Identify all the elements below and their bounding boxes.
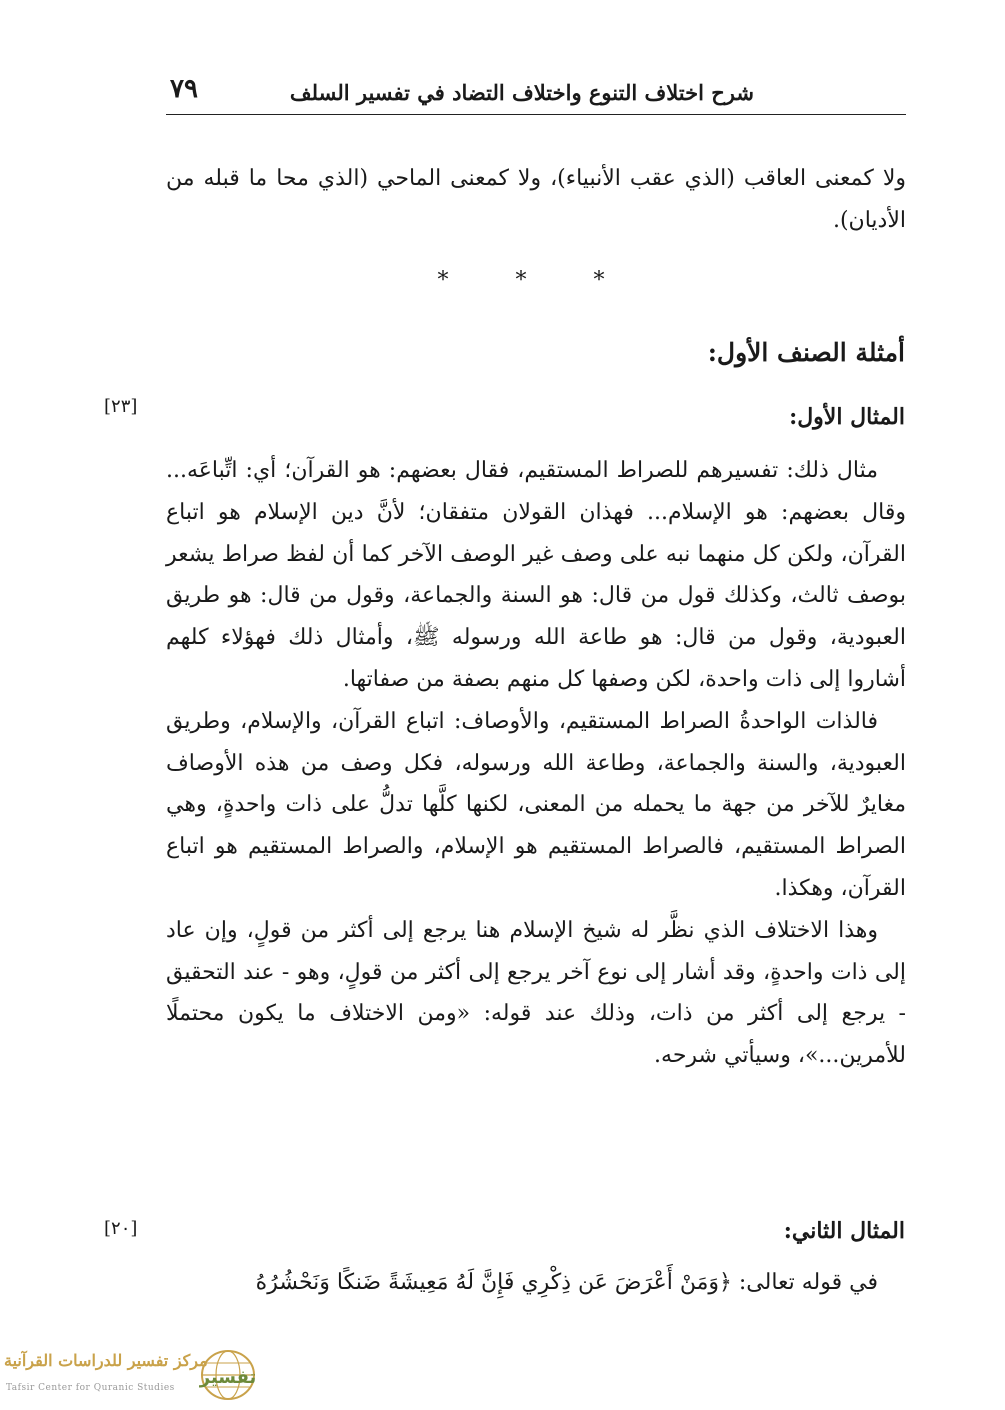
example-2-heading: المثال الثاني:: [783, 1218, 905, 1244]
example-1-paragraph-3: وهذا الاختلاف الذي نظَّر له شيخ الإسلام هنا يرجع إلى أكثر من قولٍ، وإن عاد إلى ذات واحدةٍ، وقد أشار إلى نوع آخر يرجع إلى أكثر من قولٍ، وهو - عند التحقيق - يرجع إلى أكثر من ذات، وذلك عند قوله: «ومن الاختلاف ما يكون محتملًا للأمرين...»، وسيأتي شرحه.: [166, 917, 906, 1069]
section-separator: * * *: [437, 268, 635, 293]
margin-reference-2: [٢٠]: [104, 1218, 138, 1239]
globe-emblem-icon: [196, 1347, 260, 1403]
header-rule: [166, 114, 906, 115]
page-header: [166, 74, 906, 114]
margin-reference-1: [٢٣]: [104, 396, 138, 417]
example-2-body: [166, 1262, 906, 1304]
logo-english-name: Tafsir Center for Quranic Studies: [6, 1383, 175, 1393]
example-1-paragraph-1: مثال ذلك: تفسيرهم للصراط المستقيم، فقال بعضهم: هو القرآن؛ أي: اتِّباعَه... وقال بعضهم: هو الإسلام... فهذان القولان متفقان؛ لأنَّ دين الإسلام هو اتباع القرآن، ولكن كل منهما نبه على وصف غير الوصف الآخر كما أن لفظ صراط يشعر بوصف ثالث، وكذلك قول من قال: هو السنة والجماعة، وقول من قال: هو طريق العبودية، وقول من قال: هو طاعة الله ورسوله ﷺ، وأمثال ذلك فهؤلاء كلهم أشاروا إلى ذات واحدة، لكن وصفها كل منهم بصفة من صفاتها.: [166, 458, 906, 692]
page-number: ٧٩: [170, 74, 198, 104]
intro-text: [166, 158, 906, 242]
intro-paragraph: ولا كمعنى العاقب (الذي عقب الأنبياء)، ولا كمعنى الماحي (الذي محا ما قبله من الأديان).: [166, 166, 906, 233]
tafsir-center-logo: [0, 1345, 265, 1405]
example-2-paragraph: في قوله تعالى: ﴿وَمَنْ أَعْرَضَ عَن ذِكْرِي فَإِنَّ لَهُ مَعِيشَةً ضَنكًا وَنَحْشُرُهُ: [255, 1270, 878, 1295]
section-heading: أمثلة الصنف الأول:: [707, 338, 905, 367]
logo-emblem-text: تفسير: [199, 1367, 257, 1388]
logo-arabic-name: مركز تفسير للدراسات القرآنية: [4, 1351, 208, 1370]
running-title: شرح اختلاف التنوع واختلاف التضاد في تفسير السلف: [289, 80, 754, 105]
example-1-body: [166, 450, 906, 1077]
example-1-paragraph-2: فالذات الواحدةُ الصراط المستقيم، والأوصاف: اتباع القرآن، والإسلام، وطريق العبودية، والسنة والجماعة، وطاعة الله ورسوله، فكل وصف من هذه الأوصاف مغايرٌ للآخر من جهة ما يحمله من المعنى، لكنها كلَّها تدلُّ على ذات واحدةٍ، وهي الصراط المستقيم، فالصراط المستقيم هو الإسلام، والصراط المستقيم هو اتباع القرآن، وهكذا.: [166, 708, 906, 901]
example-1-heading: المثال الأول:: [789, 404, 905, 430]
